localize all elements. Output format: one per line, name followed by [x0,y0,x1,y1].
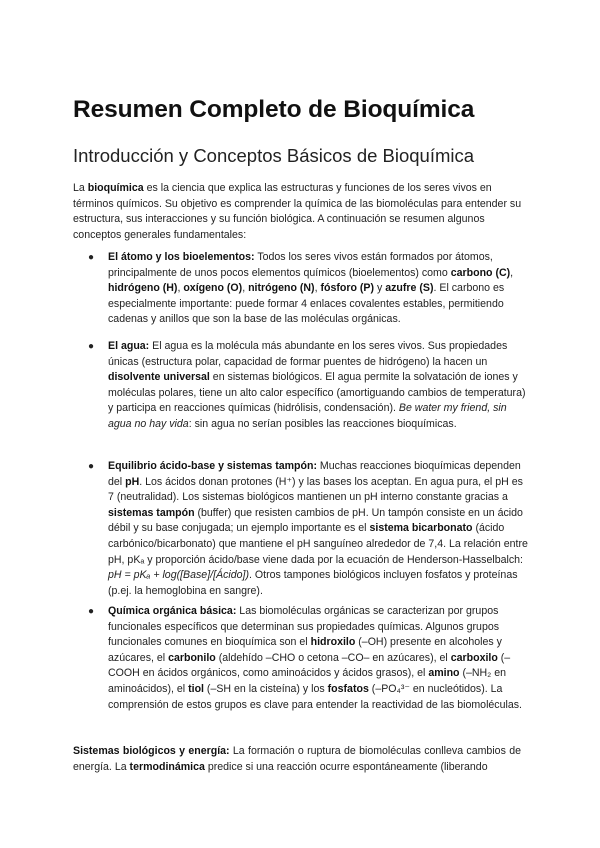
bullet-icon: ● [88,461,95,472]
closing-paragraph: Sistemas biológicos y energía: La formación o ruptura de biomoléculas conlleva cambios de energía. La termodinámica predice si una reacción ocurre espontáneamente (liberando [73,745,521,773]
section-title: Introducción y Conceptos Básicos de Bioquímica [73,145,475,166]
bullet-icon: ● [88,252,95,263]
list-item-equilibrio: ● Equilibrio ácido-base y sistemas tampón: Muchas reacciones bioquímicas dependen del pH. Los ácidos donan protones (H⁺) y las bases los aceptan. En agua pura, el pH es 7 (neutralidad). Los sistemas biológicos mantienen un pH interno constante gracias a sistemas tampón (buffer) que resisten cambios de pH. Un tampón consiste en un ácido débil y su base conjugada; un ejemplo importante es el sistema bicarbonato (ácido carbónico/bicarbonato) que mantiene el pH sanguíneo alrededor de 7,4. La relación entre pH, pKₐ y proporción ácido/base viene dada por la ecuación de Henderson-Hasselbalch: pH = pKₐ + log([Base]/[Ácido]). Otros tampones biológicos incluyen fosfatos y proteínas (p.ej. la hemoglobina en sangre). [88,460,528,597]
intro-paragraph: La bioquímica es la ciencia que explica las estructuras y funciones de los seres vivos en términos químicos. Su objetivo es comprender la química de las biomoléculas para entender su estructura, sus interacciones y su función biológica. A continuación se resumen algunos conceptos generales fundamentales: [73,182,522,241]
list-item-quimica-organica: ● Química orgánica básica: Las biomoléculas orgánicas se caracterizan por grupos funcionales específicos que determinan sus propiedades químicas. Algunos grupos funcionales comunes en bioquímica son el hidroxilo (–OH) presente en alcoholes y azúcares, el carbonilo (aldehído –CHO o cetona –CO– en azúcares), el carboxilo (–COOH en ácidos orgánicos, como aminoácidos y ácidos grasos), el amino (–NH₂ en aminoácidos), el tiol (–SH en la cisteína) y los fosfatos (–PO₄³⁻ en nucleótidos). La comprensión de estos grupos es clave para entender la reactividad de las biomoléculas. [88,605,522,711]
document-title: Resumen Completo de Bioquímica [73,96,475,123]
bullet-icon: ● [88,606,95,617]
list-item-atomo: ● El átomo y los bioelementos: Todos los seres vivos están formados por átomos, principalmente de unos pocos elementos químicos (bioelementos) como carbono (C), hidrógeno (H), oxígeno (O), nitrógeno (N), fósforo (P) y azufre (S). El carbono es especialmente importante: puede formar 4 enlaces covalentes estables, permitiendo cadenas y anillos que son la base de las moléculas orgánicas. [88,251,514,326]
list-item-agua: ● El agua: El agua es la molécula más abundante en los seres vivos. Sus propiedades únicas (estructura polar, capacidad de formar puentes de hidrógeno) la hacen un disolvente universal en sistemas biológicos. El agua permite la solvatación de iones y moléculas polares, tiene un alto calor específico (amortiguando cambios de temperatura) y participa en reacciones químicas (hidrólisis, condensación). Be water my friend, sin agua no hay vida: sin agua no serían posibles las reacciones bioquímicas. [88,340,526,430]
bullet-icon: ● [88,341,95,352]
